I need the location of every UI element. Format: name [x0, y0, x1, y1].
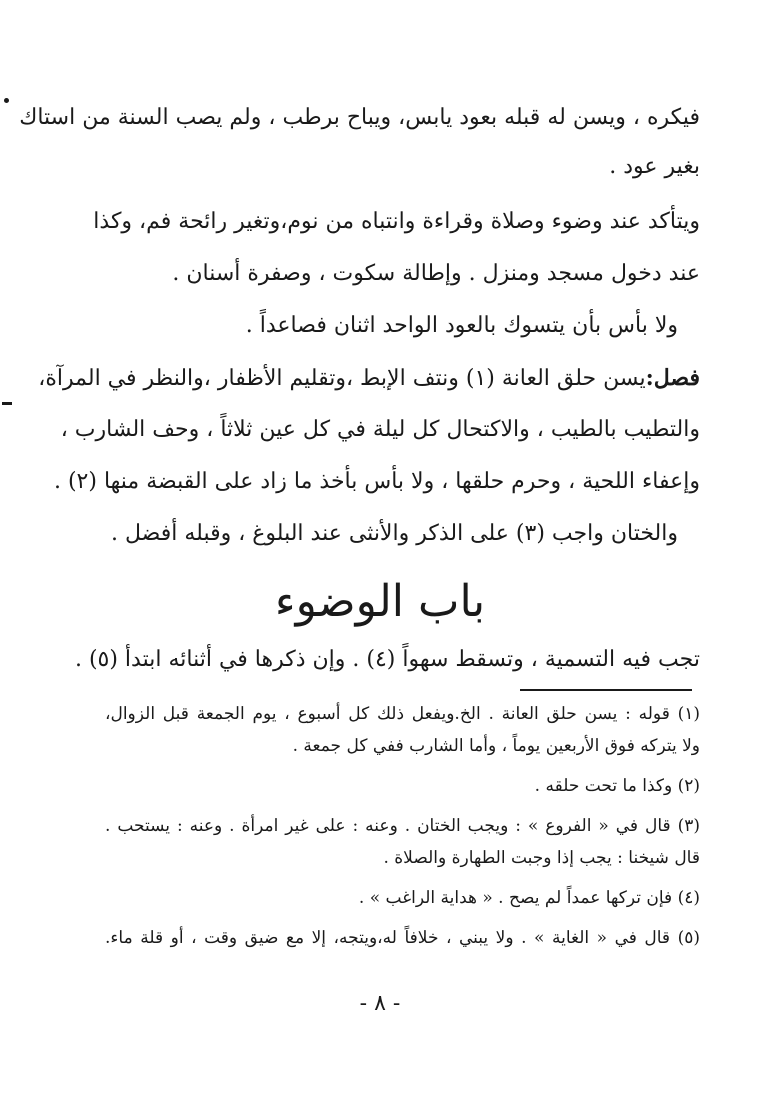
- wudu-text: [74, 634, 700, 686]
- footnote-line: (١) قوله : يسن حلق العانة . الخ.ويفعل ذلك كل أسبوع ، يوم الجمعة قبل الزوال،: [105, 704, 700, 724]
- margin-mark: [2, 402, 12, 405]
- footnote-line: (٣) قال في « الفروع » : ويجب الختان . وعنه : على غير امرأة . وعنه : يستحب .: [105, 816, 700, 836]
- body-line: والتطيب بالطيب ، والاكتحال كل ليلة في كل عين ثلاثاً ، وحف الشارب ،: [60, 417, 700, 442]
- fasl-line: [38, 352, 700, 404]
- body-line: وإعفاء اللحية ، وحرم حلقها ، ولا بأس بأخذ ما زاد على القبضة منها (٢) .: [53, 469, 700, 494]
- body-line: يسن حلق العانة (١) ونتف الإبط ،وتقليم الأظفار ،والنظر في المرآة،: [38, 366, 646, 391]
- footnote-rule: [520, 689, 692, 691]
- section-title: باب الوضوء: [274, 576, 486, 627]
- body-line: عند دخول مسجد ومنزل . وإطالة سكوت ، وصفرة أسنان .: [172, 261, 700, 286]
- body-line: والختان واجب (٣) على الذكر والأنثى عند البلوغ ، وقبله أفضل .: [111, 521, 678, 546]
- margin-mark: [4, 98, 9, 103]
- footnote-line: ولا يتركه فوق الأربعين يوماً ، وأما الشارب ففي كل جمعة .: [292, 736, 700, 756]
- body-text: [19, 92, 700, 560]
- body-line: بغير عود .: [609, 154, 700, 179]
- body-line: ويتأكد عند وضوء وصلاة وقراءة وانتباه من نوم،وتغير رائحة فم، وكذا: [93, 209, 700, 234]
- body-line: ولا بأس بأن يتسوك بالعود الواحد اثنان فصاعداً .: [245, 313, 678, 338]
- fasl-label: فصل:: [645, 365, 700, 391]
- footnote-line: (٤) فإن تركها عمداً لم يصح . « هداية الراغب » .: [358, 888, 700, 908]
- body-line: فيكره ، ويسن له قبله بعود يابس، ويباح برطب ، ولم يصب السنة من استاك: [19, 105, 700, 130]
- page-number: - ٨ -: [359, 991, 401, 1016]
- footnote-line: (٢) وكذا ما تحت حلقه .: [534, 776, 700, 796]
- footnote-line: (٥) قال في « الغاية » . ولا يبني ، خلافاً له،ويتجه، إلا مع ضيق وقت ، أو قلة ماء.: [105, 928, 700, 948]
- footnote-line: قال شيخنا : يجب إذا وجبت الطهارة والصلاة .: [383, 848, 700, 868]
- body-line: تجب فيه التسمية ، وتسقط سهواً (٤) . وإن ذكرها في أثنائه ابتدأ (٥) .: [74, 647, 700, 672]
- footnotes: [105, 698, 700, 954]
